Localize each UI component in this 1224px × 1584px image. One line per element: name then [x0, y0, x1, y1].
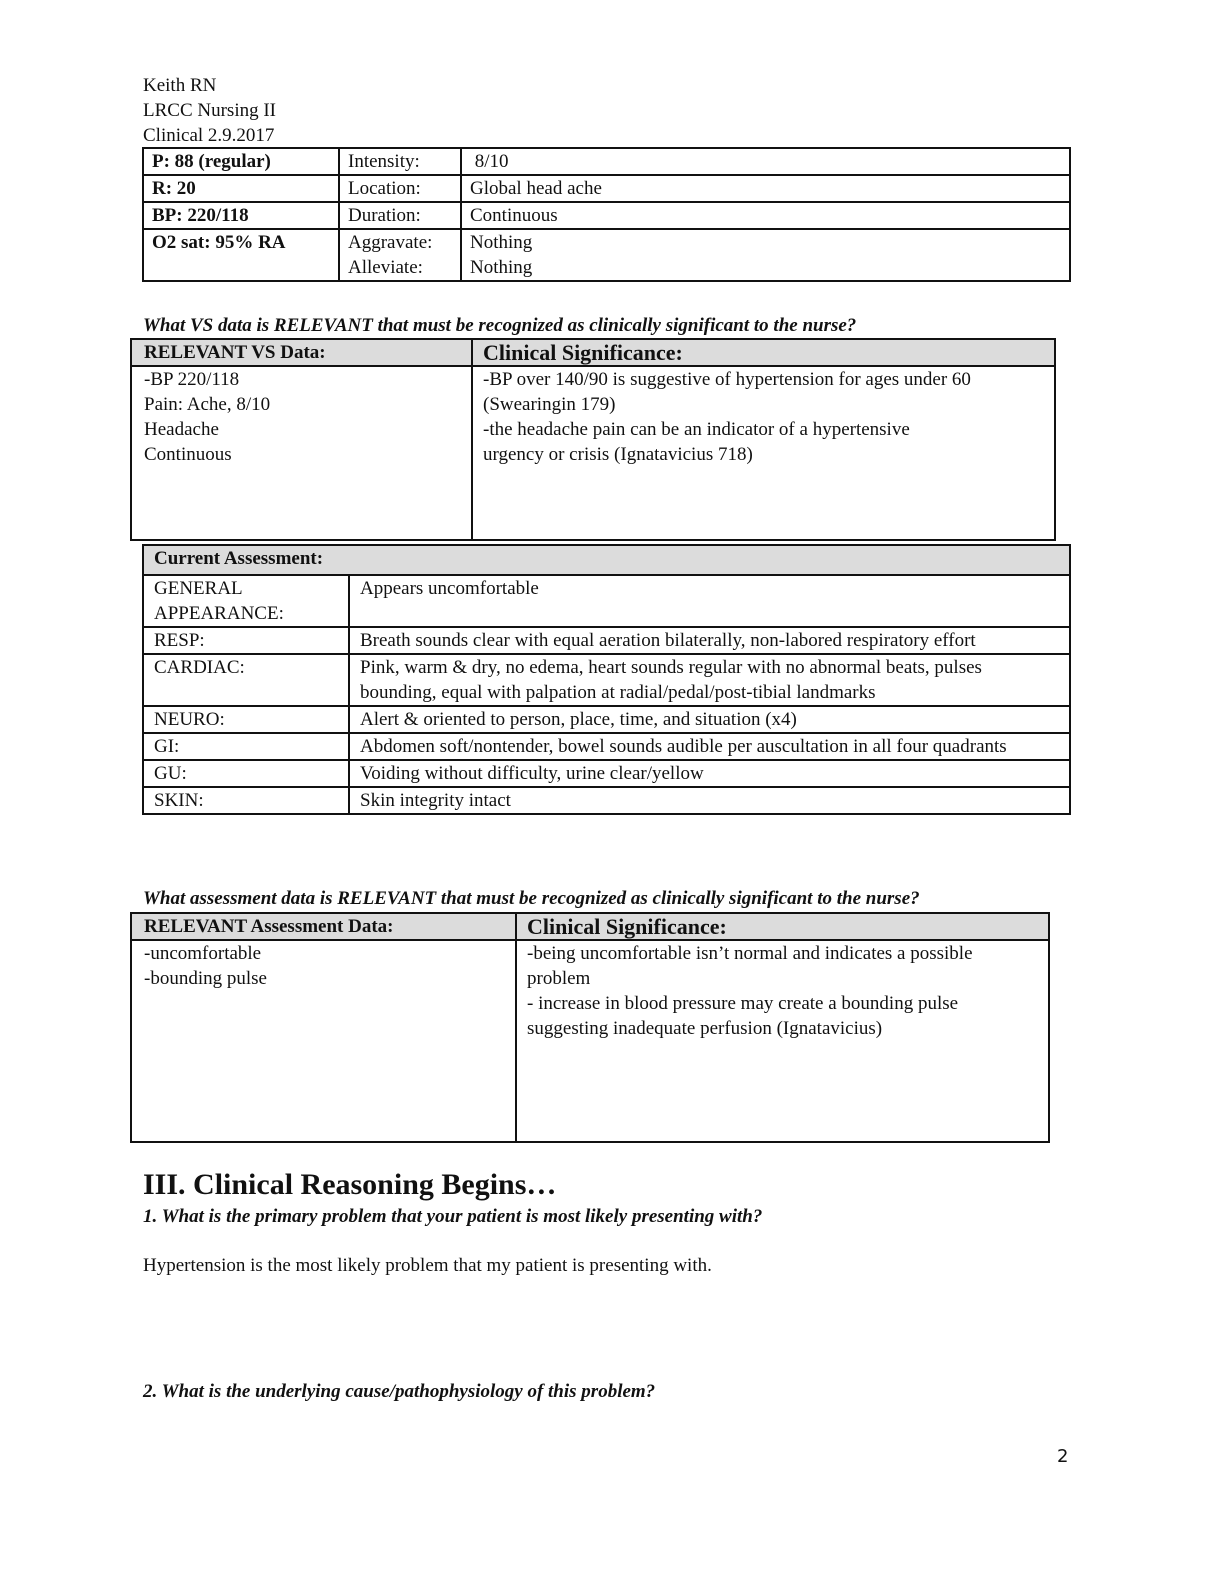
- vital-sign: R: 20: [143, 175, 339, 202]
- vitals-table: [142, 147, 1071, 282]
- list-item: (Swearingin 179): [483, 394, 616, 415]
- list-item: - increase in blood pressure may create a bounding pulse: [527, 993, 959, 1014]
- table-row: [143, 202, 1070, 229]
- pain-value-cell: [461, 229, 1070, 281]
- list-item: suggesting inadequate perfusion (Ignatavicius): [527, 1018, 883, 1039]
- pain-label: Location:: [339, 175, 461, 202]
- assessment-finding: Alert & oriented to person, place, time, and situation (x4): [349, 706, 1070, 733]
- list-item: Headache: [144, 419, 219, 440]
- table-row: [143, 229, 1070, 281]
- course-name: LRCC Nursing II: [143, 100, 276, 121]
- table-row: [143, 733, 1070, 760]
- pain-value: Nothing: [470, 257, 533, 278]
- relevant-vs-table: [130, 338, 1056, 541]
- body-system: GU:: [143, 760, 349, 787]
- table-row: [143, 148, 1070, 175]
- question-1: 1. What is the primary problem that your patient is most likely presenting with?: [143, 1206, 763, 1227]
- author-name: Keith RN: [143, 75, 217, 96]
- body-system: GI:: [143, 733, 349, 760]
- list-item: problem: [527, 968, 591, 989]
- clinical-significance-header: Clinical Significance:: [516, 913, 1049, 940]
- body-system: NEURO:: [143, 706, 349, 733]
- table-row: [131, 940, 1049, 1142]
- table-row: [143, 760, 1070, 787]
- table-row: [131, 366, 1055, 540]
- table-row: [143, 175, 1070, 202]
- pain-value: Continuous: [461, 202, 1070, 229]
- relevant-assessment-data: [131, 940, 516, 1142]
- vital-sign: O2 sat: 95% RA: [143, 229, 339, 281]
- table-row: [143, 627, 1070, 654]
- list-item: -being uncomfortable isn’t normal and indicates a possible: [527, 943, 973, 964]
- list-item: Continuous: [144, 444, 232, 465]
- list-item: urgency or crisis (Ignatavicius 718): [483, 444, 753, 465]
- assessment-finding: Voiding without difficulty, urine clear/yellow: [349, 760, 1070, 787]
- list-item: Pain: Ache, 8/10: [144, 394, 271, 415]
- question-2: 2. What is the underlying cause/pathophysiology of this problem?: [143, 1381, 656, 1402]
- table-header-row: [131, 339, 1055, 366]
- relevant-assessment-table: [130, 912, 1050, 1143]
- relevant-vs-header: RELEVANT VS Data:: [131, 339, 472, 366]
- list-item: -the headache pain can be an indicator of a hypertensive: [483, 419, 910, 440]
- document-header: [143, 73, 276, 148]
- body-system: RESP:: [143, 627, 349, 654]
- current-assessment-header: Current Assessment:: [143, 545, 1070, 575]
- table-row: [143, 706, 1070, 733]
- assessment-finding: Skin integrity intact: [349, 787, 1070, 814]
- assessment-finding: Abdomen soft/nontender, bowel sounds audible per auscultation in all four quadrants: [349, 733, 1070, 760]
- relevant-vs-data: [131, 366, 472, 540]
- table-row: [143, 787, 1070, 814]
- clinical-date: Clinical 2.9.2017: [143, 125, 275, 146]
- clinical-significance-header: Clinical Significance:: [472, 339, 1055, 366]
- table-row: [143, 654, 1070, 706]
- vital-sign: P: 88 (regular): [143, 148, 339, 175]
- table-row: [143, 575, 1070, 627]
- pain-label: Intensity:: [339, 148, 461, 175]
- vs-question: What VS data is RELEVANT that must be recognized as clinically significant to the nurse?: [143, 315, 857, 336]
- assessment-clinical-significance: [516, 940, 1049, 1142]
- pain-value: Global head ache: [461, 175, 1070, 202]
- assessment-question: What assessment data is RELEVANT that must be recognized as clinically significant to the nurse?: [143, 888, 920, 909]
- page-number: 2: [1057, 1446, 1069, 1467]
- current-assessment-table: [142, 544, 1071, 815]
- vital-sign: BP: 220/118: [143, 202, 339, 229]
- relevant-assessment-header: RELEVANT Assessment Data:: [131, 913, 516, 940]
- body-system: SKIN:: [143, 787, 349, 814]
- pain-value: Nothing: [470, 232, 533, 253]
- list-item: -uncomfortable: [144, 943, 262, 964]
- assessment-finding: Appears uncomfortable: [349, 575, 1070, 627]
- pain-label: Alleviate:: [348, 257, 423, 278]
- pain-value: 8/10: [461, 148, 1070, 175]
- body-system: CARDIAC:: [143, 654, 349, 706]
- list-item: -BP 220/118: [144, 369, 240, 390]
- pain-label: Aggravate:: [348, 232, 433, 253]
- table-header-row: [131, 913, 1049, 940]
- table-header-row: [143, 545, 1070, 575]
- list-item: -BP over 140/90 is suggestive of hypertension for ages under 60: [483, 369, 971, 390]
- assessment-finding: Pink, warm & dry, no edema, heart sounds regular with no abnormal beats, pulses bounding, equal with palpation at radial/pedal/post-tibial landmarks: [349, 654, 1070, 706]
- vs-clinical-significance: [472, 366, 1055, 540]
- pain-label: Duration:: [339, 202, 461, 229]
- section-title: III. Clinical Reasoning Begins…: [143, 1168, 557, 1201]
- pain-label-cell: [339, 229, 461, 281]
- assessment-finding: Breath sounds clear with equal aeration bilaterally, non-labored respiratory effort: [349, 627, 1070, 654]
- list-item: -bounding pulse: [144, 968, 267, 989]
- answer-1: Hypertension is the most likely problem that my patient is presenting with.: [143, 1255, 712, 1276]
- body-system: GENERAL APPEARANCE:: [143, 575, 349, 627]
